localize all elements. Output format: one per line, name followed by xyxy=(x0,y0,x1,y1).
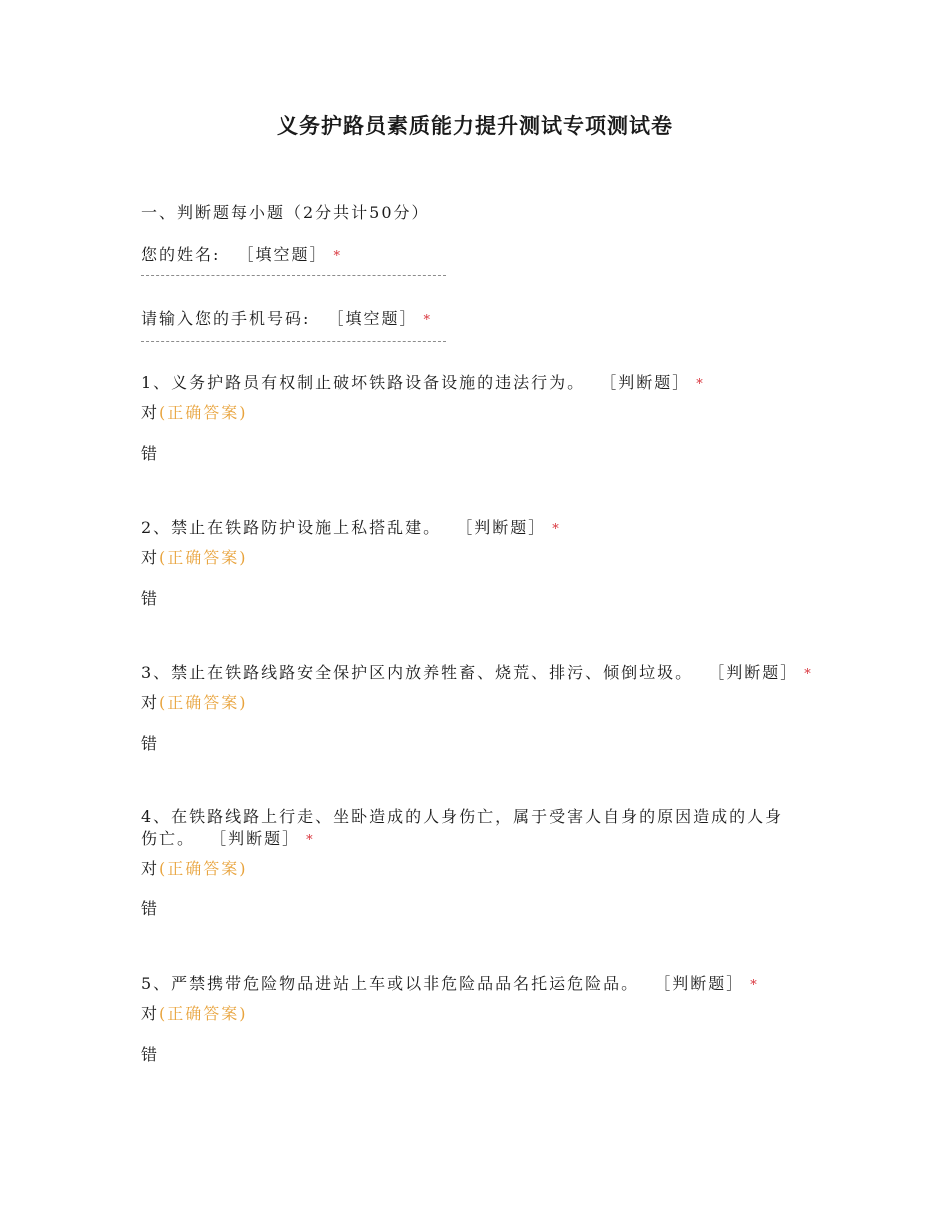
option-true[interactable] xyxy=(141,400,248,423)
required-mark: * xyxy=(423,313,433,328)
option-label: 对 xyxy=(141,693,160,712)
required-mark: * xyxy=(306,833,315,848)
question-text: 2、禁止在铁路防护设施上私搭乱建。 xyxy=(141,518,442,537)
name-label: 您的姓名: xyxy=(141,245,221,264)
question-1 xyxy=(141,370,705,393)
phone-input-line[interactable] xyxy=(141,341,446,342)
correct-answer-mark: (正确答案) xyxy=(159,548,248,567)
phone-question xyxy=(141,306,432,329)
required-mark: * xyxy=(333,249,343,264)
required-mark: * xyxy=(750,978,759,993)
question-type: ［判断题］ xyxy=(654,974,745,993)
name-question xyxy=(141,242,342,265)
question-4: 4、在铁路线路上行走、坐卧造成的人身伤亡，属于受害人自身的原因造成的人身 xyxy=(141,807,784,826)
option-false[interactable]: 错 xyxy=(141,589,160,608)
required-mark: * xyxy=(552,522,561,537)
option-label: 对 xyxy=(141,403,160,422)
section-heading: 一、判断题每小题（2分共计50分） xyxy=(141,203,430,222)
name-input-line[interactable] xyxy=(141,275,446,276)
name-type: ［填空题］ xyxy=(237,245,328,264)
correct-answer-mark: (正确答案) xyxy=(159,693,248,712)
option-label: 对 xyxy=(141,548,160,567)
phone-type: ［填空题］ xyxy=(327,309,418,328)
phone-label: 请输入您的手机号码: xyxy=(141,309,311,328)
option-false[interactable]: 错 xyxy=(141,734,160,753)
option-label: 对 xyxy=(141,1004,160,1023)
question-text: 1、义务护路员有权制止破坏铁路设备设施的违法行为。 xyxy=(141,373,586,392)
correct-answer-mark: (正确答案) xyxy=(159,859,248,878)
option-false[interactable]: 错 xyxy=(141,444,160,463)
question-text: 3、禁止在铁路线路安全保护区内放养牲畜、烧荒、排污、倾倒垃圾。 xyxy=(141,663,694,682)
question-text: 5、严禁携带危险物品进站上车或以非危险品品名托运危险品。 xyxy=(141,974,640,993)
option-true[interactable] xyxy=(141,545,248,568)
question-type: ［判断题］ xyxy=(708,663,799,682)
correct-answer-mark: (正确答案) xyxy=(159,1004,248,1023)
question-type: ［判断题］ xyxy=(456,518,547,537)
required-mark: * xyxy=(696,377,705,392)
option-true[interactable] xyxy=(141,1001,248,1024)
question-type: ［判断题］ xyxy=(600,373,691,392)
question-text: 伤亡。 xyxy=(141,829,196,848)
option-false[interactable]: 错 xyxy=(141,899,160,918)
question-5 xyxy=(141,971,759,994)
question-4-continued xyxy=(141,826,315,849)
question-2 xyxy=(141,515,561,538)
option-true[interactable] xyxy=(141,690,248,713)
page-title: 义务护路员素质能力提升测试专项测试卷 xyxy=(277,113,673,138)
correct-answer-mark: (正确答案) xyxy=(159,403,248,422)
required-mark: * xyxy=(804,667,813,682)
option-false[interactable]: 错 xyxy=(141,1045,160,1064)
question-3 xyxy=(141,660,813,683)
option-true[interactable] xyxy=(141,856,248,879)
option-label: 对 xyxy=(141,859,160,878)
question-type: ［判断题］ xyxy=(210,829,301,848)
